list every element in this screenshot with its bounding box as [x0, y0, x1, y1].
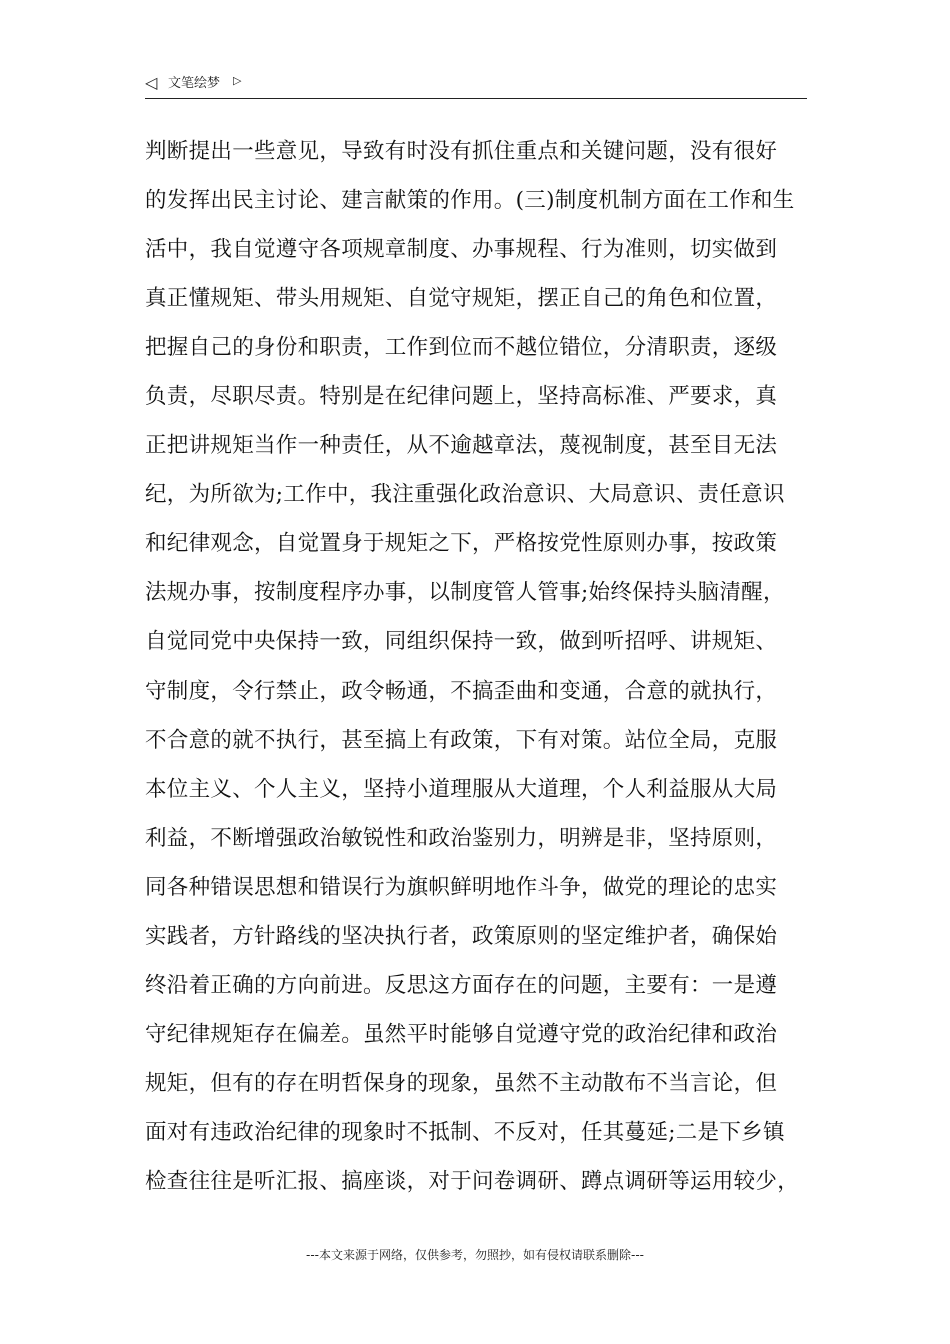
body-line: 同各种错误思想和错误行为旗帜鲜明地作斗争，做党的理论的忠实 [145, 874, 778, 900]
left-triangle-icon: ◁ [145, 73, 158, 92]
body-line: 终沿着正确的方向前进。反思这方面存在的问题，主要有：一是遵 [145, 972, 778, 998]
body-line: 守纪律规矩存在偏差。虽然平时能够自觉遵守党的政治纪律和政治 [145, 1021, 778, 1047]
document-body [145, 132, 810, 1211]
body-line: 不合意的就不执行，甚至搞上有政策，下有对策。站位全局，克服 [145, 727, 778, 753]
body-line: 纪，为所欲为;工作中，我注重强化政治意识、大局意识、责任意识 [145, 482, 785, 508]
body-line: 判断提出一些意见，导致有时没有抓住重点和关键问题，没有很好 [145, 139, 778, 164]
page-header [145, 72, 807, 99]
body-line: 和纪律观念，自觉置身于规矩之下，严格按党性原则办事，按政策 [145, 531, 778, 557]
body-line: 的发挥出民主讨论、建言献策的作用。(三)制度机制方面在工作和生 [145, 188, 795, 214]
right-triangle-icon: ▷ [233, 74, 242, 87]
body-line: 负责，尽职尽责。特别是在纪律问题上，坚持高标准、严要求，真 [145, 384, 778, 410]
body-line: 面对有违政治纪律的现象时不抵制、不反对，任其蔓延;二是下乡镇 [145, 1119, 785, 1145]
body-line: 实践者，方针路线的坚决执行者，政策原则的坚定维护者，确保始 [145, 923, 778, 949]
body-line: 法规办事，按制度程序办事，以制度管人管事;始终保持头脑清醒， [145, 580, 785, 606]
body-line: 正把讲规矩当作一种责任，从不逾越章法，蔑视制度，甚至目无法 [145, 433, 778, 459]
header-title: 文笔绘梦 [168, 76, 221, 91]
body-line: 真正懂规矩、带头用规矩、自觉守规矩，摆正自己的角色和位置， [145, 286, 778, 312]
body-line: 活中，我自觉遵守各项规章制度、办事规程、行为准则，切实做到 [145, 237, 778, 263]
body-line: 规矩，但有的存在明哲保身的现象，虽然不主动散布不当言论，但 [145, 1070, 778, 1096]
body-line: 守制度，令行禁止，政令畅通，不搞歪曲和变通，合意的就执行， [145, 678, 778, 704]
body-line: 自觉同党中央保持一致，同组织保持一致，做到听招呼、讲规矩、 [145, 629, 778, 655]
body-line: 检查往往是听汇报、搞座谈，对于问卷调研、蹲点调研等运用较少， [145, 1168, 800, 1194]
footer-disclaimer: ---本文来源于网络，仅供参考，勿照抄，如有侵权请联系删除--- [306, 1248, 644, 1262]
body-line: 把握自己的身份和职责，工作到位而不越位错位，分清职责，逐级 [145, 335, 778, 361]
body-line: 利益，不断增强政治敏锐性和政治鉴别力，明辨是非，坚持原则， [145, 825, 778, 851]
body-line: 本位主义、个人主义，坚持小道理服从大道理，个人利益服从大局 [145, 776, 778, 802]
